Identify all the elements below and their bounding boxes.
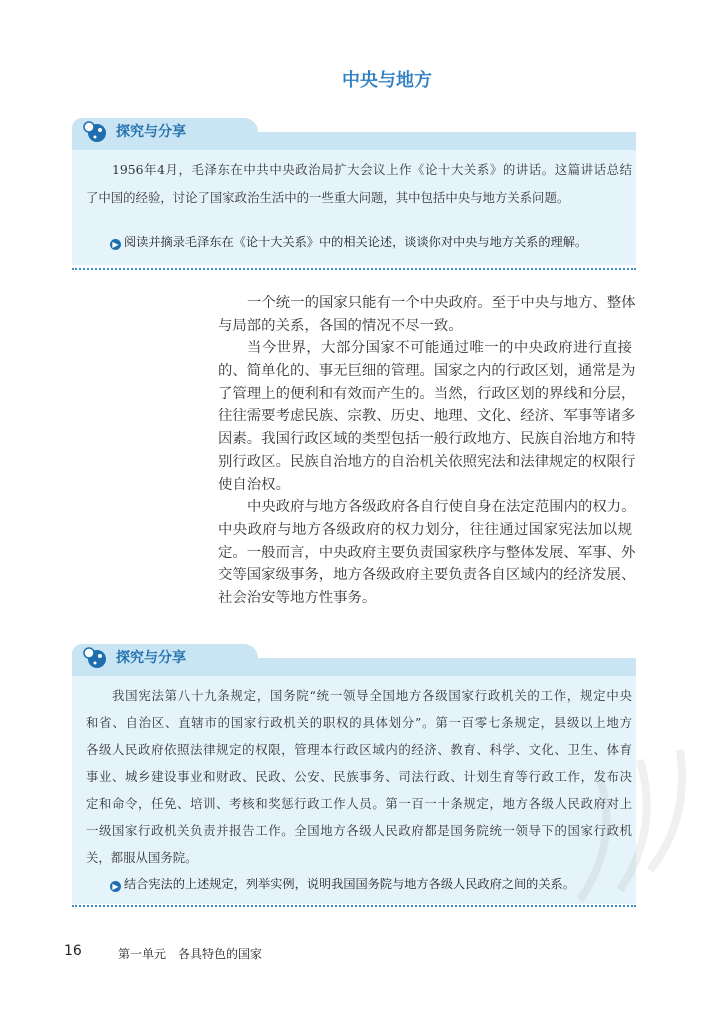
main-text xyxy=(218,292,636,610)
text-line: 因素。我国行政区域的类型包括一般行政地方、民族自治地方和特 xyxy=(218,431,636,448)
text-line: 使自治权。 xyxy=(218,476,290,493)
text-line: 社会治安等地方性事务。 xyxy=(218,589,377,606)
question-text: 结合宪法的上述规定，列举实例，说明我国国务院与地方各级人民政府之间的关系。 xyxy=(124,877,575,891)
box-label: 探究与分享 xyxy=(116,124,186,140)
question-prompt xyxy=(110,875,575,892)
watermark xyxy=(560,720,700,920)
bubbles-icon xyxy=(82,645,108,669)
text-line: 一个统一的国家只能有一个中央政府。至于中央与地方、整体 xyxy=(247,295,636,311)
dotted-divider xyxy=(72,268,636,270)
box-text-line: 我国宪法第八十九条规定，国务院“统一领导全国地方各级国家行政机关的工作，规定中央 xyxy=(112,688,632,703)
box-text-line: 一级国家行政机关负责并报告工作。全国地方各级人民政府都是国务院统一领导下的国家行政机 xyxy=(86,823,632,838)
box-body xyxy=(72,676,636,904)
box-text-line: 和省、自治区、直辖市的国家行政机关的职权的具体划分”。第一百零七条规定，县级以上地方 xyxy=(86,715,632,730)
text-line: 的、简单化的、事无巨细的管理。国家之内的行政区划，通常是为 xyxy=(218,363,636,380)
page-number: 16 xyxy=(64,943,82,959)
text-line: 中央政府与地方各级政府各自行使自身在法定范围内的权力。 xyxy=(247,499,636,516)
arrow-right-icon: ▶ xyxy=(110,239,121,250)
text-line: 了管理上的便利和有效而产生的。当然，行政区划的界线和分层， xyxy=(218,385,636,402)
box-text-line: 定和命令，任免、培训、考核和奖惩行政工作人员。第一百一十条规定，地方各级人民政府对上 xyxy=(86,796,632,811)
text-line: 交等国家级事务，地方各级政府主要负责各自区域内的经济发展、 xyxy=(218,567,636,584)
dotted-divider xyxy=(72,905,636,907)
section-title: 中央与地方 xyxy=(342,70,432,91)
text-line: 别行政区。民族自治地方的自治机关依照宪法和法律规定的权限行 xyxy=(218,453,636,470)
bubbles-icon xyxy=(82,119,108,143)
text-line: 中央政府与地方各级政府的权力划分，往往通过国家宪法加以规 xyxy=(218,521,632,538)
text-line: 当今世界，大部分国家不可能通过唯一的中央政府进行直接 xyxy=(247,340,632,357)
box-text-line: 事业、城乡建设事业和财政、民政、公安、民族事务、司法行政、计划生育等行政工作，发布决 xyxy=(86,769,632,784)
box-label: 探究与分享 xyxy=(116,650,186,666)
unit-title: 第一单元 各具特色的国家 xyxy=(118,947,263,961)
box-text-line: 关，都服从国务院。 xyxy=(86,850,198,865)
box-text-line: 了中国的经验，讨论了国家政治生活中的一些重大问题，其中包括中央与地方关系问题。 xyxy=(86,190,570,205)
text-line: 与局部的关系，各国的情况不尽一致。 xyxy=(218,317,463,334)
box-body xyxy=(72,150,636,265)
text-line: 往往需要考虑民族、宗教、历史、地理、文化、经济、军事等诸多 xyxy=(218,408,636,425)
text-line: 定。一般而言，中央政府主要负责国家秩序与整体发展、军事、外 xyxy=(218,544,636,561)
arrow-right-icon: ▶ xyxy=(110,881,121,892)
box-text-line: 各级人民政府依照法律规定的权限，管理本行政区域内的经济、教育、科学、文化、卫生、体育 xyxy=(86,742,632,757)
box-text-line: 1956年4月，毛泽东在中共中央政治局扩大会议上作《论十大关系》的讲话。这篇讲话总结 xyxy=(112,162,632,177)
question-prompt xyxy=(110,233,587,250)
question-text: 阅读并摘录毛泽东在《论十大关系》中的相关论述，谈谈你对中央与地方关系的理解。 xyxy=(124,235,588,249)
